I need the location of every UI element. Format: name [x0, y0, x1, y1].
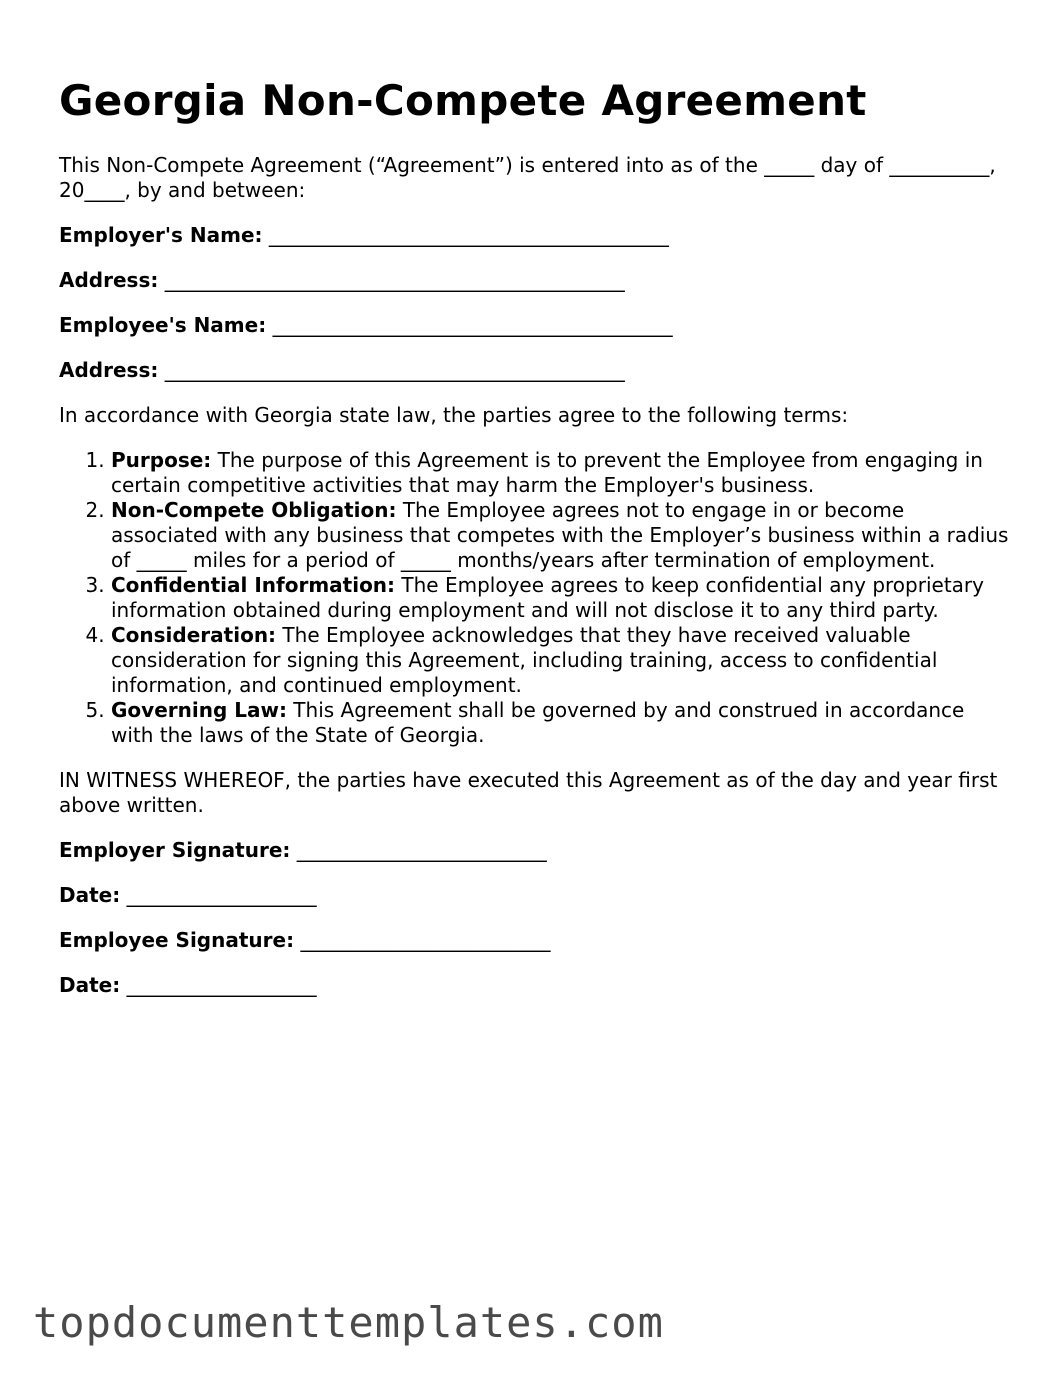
- employer-signature-field: [59, 838, 1009, 863]
- terms-list: [59, 448, 1009, 748]
- document-page: [59, 72, 1009, 1018]
- employee-signature-field: [59, 928, 1009, 953]
- term-title: Consideration:: [111, 623, 277, 647]
- employer-date-field: [59, 883, 1009, 908]
- employer-address-label: Address:: [59, 268, 159, 292]
- employer-signature-label: Employer Signature:: [59, 838, 291, 862]
- employer-name-field: [59, 223, 1009, 248]
- employee-date-label: Date:: [59, 973, 121, 997]
- term-governing-law: [111, 698, 1009, 748]
- employer-address-field: [59, 268, 1009, 293]
- employee-address-label: Address:: [59, 358, 159, 382]
- employer-signature-blank: _________________________: [296, 838, 547, 862]
- term-title: Governing Law:: [111, 698, 287, 722]
- intro-paragraph: This Non-Compete Agreement (“Agreement”) is entered into as of the _____ day of __________, 20____, by and between:: [59, 153, 996, 202]
- employee-date-field: [59, 973, 1009, 998]
- employee-address-blank: ______________________________________________: [164, 358, 625, 382]
- employee-signature-blank: _________________________: [300, 928, 551, 952]
- term-title: Non-Compete Obligation:: [111, 498, 397, 522]
- terms-intro: In accordance with Georgia state law, the parties agree to the following terms:: [59, 403, 849, 427]
- term-title: Purpose:: [111, 448, 212, 472]
- employee-signature-label: Employee Signature:: [59, 928, 295, 952]
- term-text: This Agreement shall be governed by and construed in accordance with the laws of the State of Georgia.: [111, 698, 965, 747]
- employer-date-label: Date:: [59, 883, 121, 907]
- employer-name-label: Employer's Name:: [59, 223, 263, 247]
- employee-date-blank: ___________________: [126, 973, 317, 997]
- term-text: The Employee agrees to keep confidential any proprietary information obtained during employment and will not disclose it to any third party.: [111, 573, 984, 622]
- employer-address-blank: ______________________________________________: [164, 268, 625, 292]
- employer-name-blank: ________________________________________: [268, 223, 669, 247]
- employee-address-field: [59, 358, 1009, 383]
- term-text: The purpose of this Agreement is to prevent the Employee from engaging in certain competitive activities that may harm the Employer's business.: [111, 448, 983, 497]
- witness-paragraph: IN WITNESS WHEREOF, the parties have executed this Agreement as of the day and year first above written.: [59, 768, 998, 817]
- employee-name-blank: ________________________________________: [272, 313, 673, 337]
- term-title: Confidential Information:: [111, 573, 396, 597]
- employee-name-field: [59, 313, 1009, 338]
- document-title: Georgia Non-Compete Agreement: [59, 76, 867, 125]
- term-text: The Employee acknowledges that they have received valuable consideration for signing this Agreement, including training, access to confidential information, and continued employment.: [111, 623, 938, 697]
- employer-date-blank: ___________________: [126, 883, 317, 907]
- term-text: The Employee agrees not to engage in or become associated with any business that competes with the Employer’s business within a radius of _____ miles for a period of _____ months/years after termination of employment.: [111, 498, 1009, 572]
- watermark: topdocumenttemplates.com: [33, 1298, 664, 1347]
- term-consideration: [111, 623, 1009, 698]
- term-confidential-information: [111, 573, 1009, 623]
- term-purpose: [111, 448, 1009, 498]
- term-non-compete-obligation: [111, 498, 1009, 573]
- employee-name-label: Employee's Name:: [59, 313, 267, 337]
